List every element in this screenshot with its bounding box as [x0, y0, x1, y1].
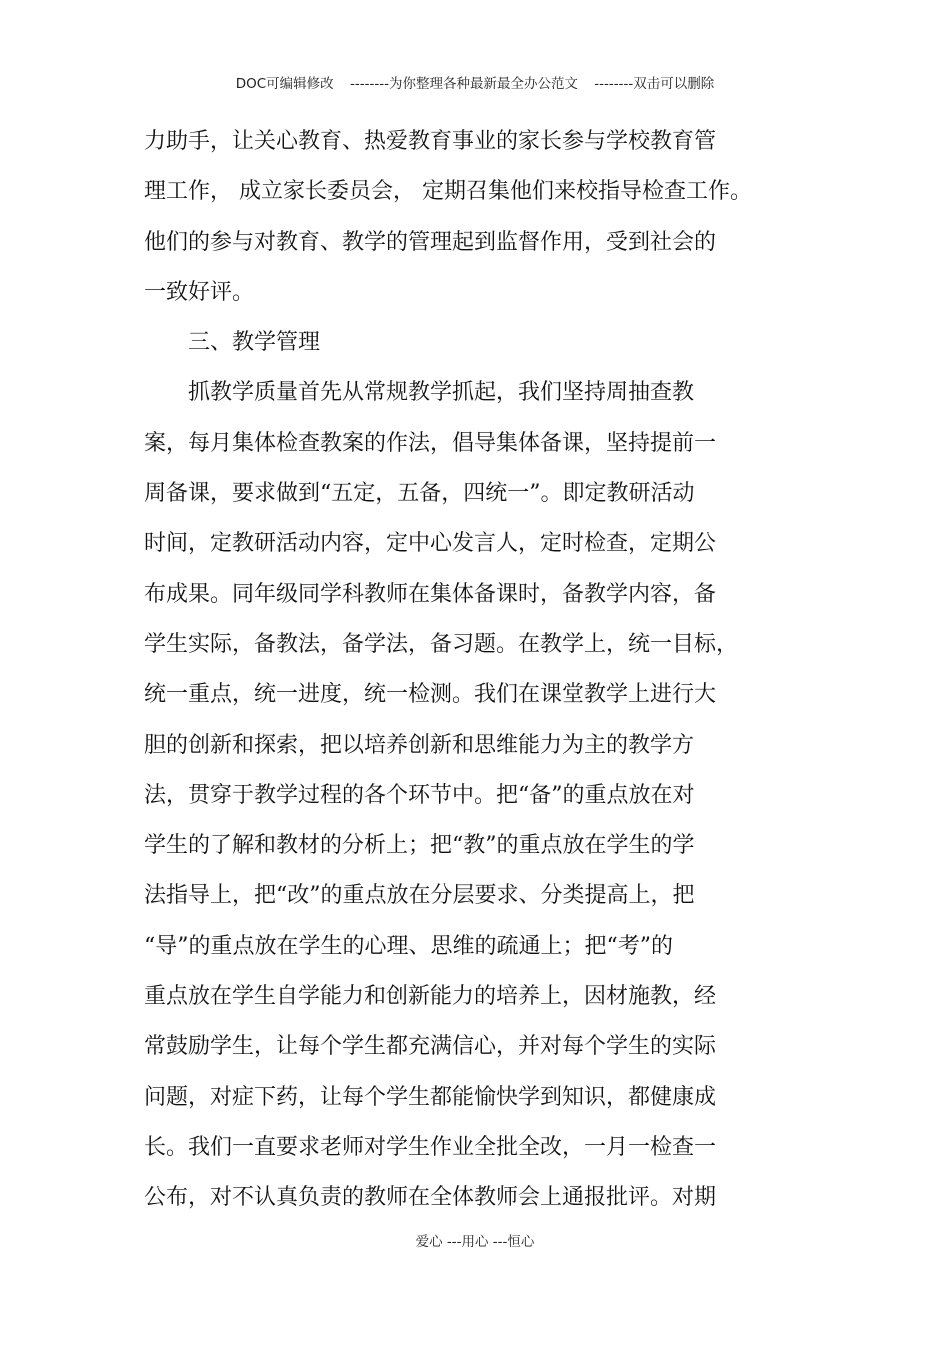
header-delete-hint: --------双击可以删除 — [594, 76, 715, 92]
body-line: 他们的参与对教育、教学的管理起到监督作用，受到社会的 — [144, 229, 717, 255]
header-slogan: --------为你整理各种最新最全办公范文 — [349, 76, 578, 92]
body-line: 布成果。同年级同学科教师在集体备课时，备教学内容，备 — [144, 581, 717, 607]
body-line: 理工作， 成立家长委员会， 定期召集他们来校指导检查工作。 — [144, 179, 752, 205]
body-line: 问题，对症下药，让每个学生都能愉快学到知识，都健康成 — [144, 1084, 717, 1110]
body-line: “导”的重点放在学生的心理、思维的疏通上；把“考”的 — [144, 933, 673, 959]
page-footer: 爱心 ---用心 ---恒心 — [415, 1234, 535, 1250]
body-line: 重点放在学生自学能力和创新能力的培养上，因材施教，经 — [144, 984, 717, 1010]
body-line: 长。我们一直要求老师对学生作业全批全改，一月一检查一 — [144, 1134, 717, 1160]
body-line: 法指导上，把“改”的重点放在分层要求、分类提高上，把 — [144, 883, 695, 909]
body-line: 学生的了解和教材的分析上；把“教”的重点放在学生的学 — [144, 833, 695, 859]
body-line: 法，贯穿于教学过程的各个环节中。把“备”的重点放在对 — [144, 782, 695, 808]
body-line: 周备课，要求做到“五定，五备，四统一”。即定教研活动 — [144, 481, 695, 507]
body-line: 公布，对不认真负责的教师在全体教师会上通报批评。对期 — [144, 1185, 717, 1211]
section-heading: 三、教学管理 — [144, 330, 321, 356]
body-line: 时间，定教研活动内容，定中心发言人，定时检查，定期公 — [144, 531, 717, 557]
page-header — [0, 72, 950, 92]
body-line: 一致好评。 — [144, 279, 255, 305]
body-line: 学生实际，备教法，备学法，备习题。在教学上，统一目标， — [144, 631, 739, 657]
body-line: 常鼓励学生，让每个学生都充满信心，并对每个学生的实际 — [144, 1034, 717, 1060]
body-line: 胆的创新和探索，把以培养创新和思维能力为主的教学方 — [144, 732, 695, 758]
body-line: 案，每月集体检查教案的作法，倡导集体备课，坚持提前一 — [144, 430, 717, 456]
body-line: 抓教学质量首先从常规教学抓起，我们坚持周抽查教 — [144, 380, 695, 406]
body-line: 力助手，让关心教育、热爱教育事业的家长参与学校教育管 — [144, 129, 717, 154]
header-doc-label: DOC可编辑修改 — [235, 76, 334, 92]
document-body — [144, 123, 784, 1230]
body-line: 统一重点，统一进度，统一检测。我们在课堂教学上进行大 — [144, 682, 717, 708]
